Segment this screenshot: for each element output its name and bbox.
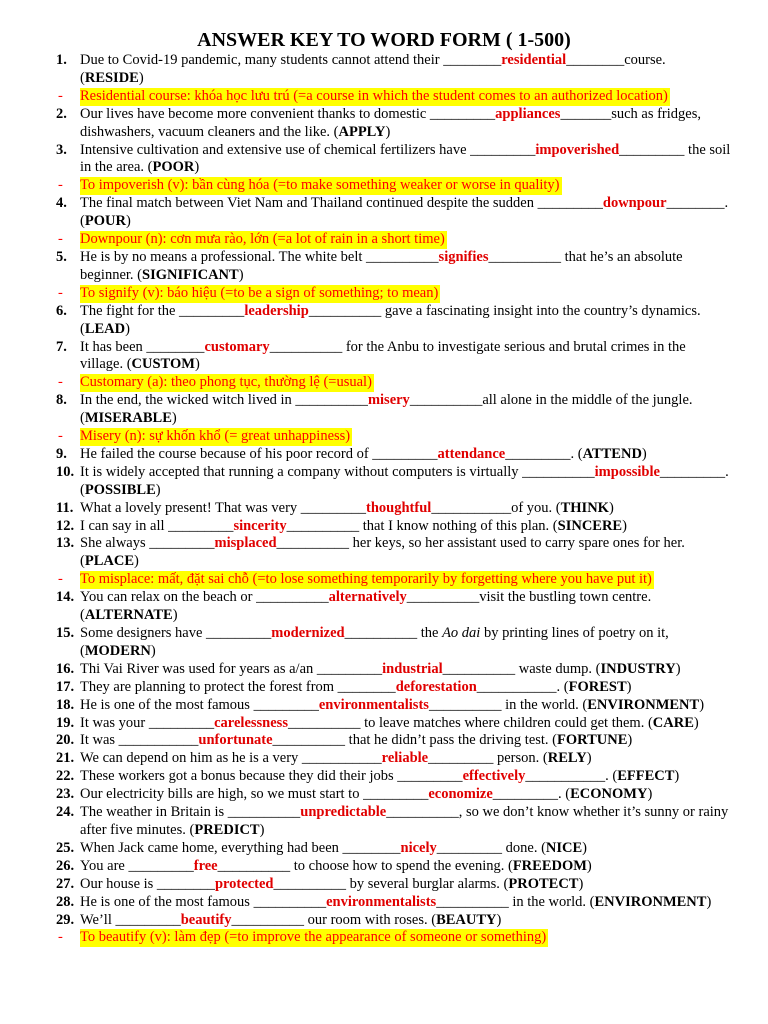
closing-paren: ) — [125, 320, 130, 337]
question-prefix: It was ___________ — [80, 732, 199, 749]
question-prefix: He is by no means a professional. The white belt __________ — [80, 248, 439, 265]
question-prefix: You can relax on the beach or __________ — [80, 589, 329, 606]
closing-paren: ) — [626, 678, 632, 695]
question-suffix: ___________of you. ( — [431, 499, 561, 516]
closing-paren: ) — [582, 839, 588, 856]
closing-paren: ) — [138, 69, 144, 86]
answer-word: misery — [367, 392, 410, 409]
question-number: 4. — [56, 195, 67, 212]
question-number: 20. — [56, 732, 75, 749]
answer-word: sincerity — [233, 517, 287, 534]
note-bullet: - — [58, 428, 63, 445]
question-text — [80, 535, 732, 571]
question-suffix: __________ that he didn’t pass the driving test. ( — [272, 732, 558, 749]
question-suffix: ________. ( — [80, 195, 729, 230]
question-text — [80, 894, 732, 912]
closing-paren: ) — [134, 553, 139, 570]
question-number: 9. — [56, 445, 67, 462]
question-suffix: ___________. ( — [525, 768, 618, 785]
root-word: BEAUTY — [436, 911, 497, 928]
answer-word: reliable — [381, 750, 429, 767]
answer-word: thoughtful — [366, 499, 432, 516]
note-bullet: - — [58, 177, 63, 194]
question-suffix: __________ that he’s an absolute beginner. ( — [80, 248, 683, 283]
question-prefix: He is one of the most famous _________ — [80, 696, 319, 713]
question-prefix: The final match between Viet Nam and Thailand continued despite the sudden _________ — [80, 195, 603, 212]
root-word: POOR — [152, 159, 195, 176]
question-suffix: _________ the soil in the area. ( — [80, 141, 731, 176]
question-text — [80, 876, 732, 894]
vocabulary-note — [0, 231, 768, 249]
question-text — [80, 858, 732, 876]
question-row — [0, 768, 768, 786]
question-number: 28. — [56, 893, 75, 910]
question-number: 2. — [56, 105, 67, 122]
answer-word: nicely — [400, 839, 437, 856]
question-text — [80, 106, 732, 142]
answer-word: alternatively — [328, 589, 407, 606]
question-text — [80, 464, 732, 500]
question-row — [0, 446, 768, 464]
question-suffix: __________ in the world. ( — [436, 893, 595, 910]
question-row — [0, 106, 768, 142]
question-row — [0, 858, 768, 876]
question-prefix: We’ll _________ — [80, 911, 181, 928]
question-text — [80, 697, 732, 715]
question-text — [80, 768, 732, 786]
root-word: PREDICT — [194, 821, 260, 838]
vocabulary-note — [0, 571, 768, 589]
question-number: 6. — [56, 302, 67, 319]
closing-paren: ) — [674, 768, 680, 785]
question-text — [80, 339, 732, 375]
vocabulary-note — [0, 428, 768, 446]
answer-word: carelessness — [214, 714, 288, 731]
closing-paren: ) — [675, 660, 681, 677]
question-row — [0, 303, 768, 339]
root-word: ECONOMY — [570, 786, 648, 803]
question-prefix: Some designers have _________ — [80, 625, 272, 641]
closing-paren: ) — [238, 266, 244, 283]
question-prefix: It is widely accepted that running a company without computers is virtually __________ — [80, 463, 595, 480]
closing-paren: ) — [172, 607, 178, 624]
question-prefix: He failed the course because of his poor record of _________ — [80, 445, 438, 462]
question-text — [80, 518, 732, 536]
question-prefix: When Jack came home, everything had been ________ — [80, 839, 401, 856]
answer-word: modernized — [271, 625, 345, 641]
question-number: 15. — [56, 625, 75, 641]
question-number: 29. — [56, 911, 75, 928]
note-bullet: - — [58, 374, 63, 391]
question-text — [80, 142, 732, 178]
question-suffix: _______such as fridges, dishwashers, vacuum cleaners and the like. ( — [80, 105, 701, 140]
root-word: FREEDOM — [512, 857, 587, 874]
question-text — [80, 249, 732, 285]
answer-word: impoverished — [535, 141, 620, 158]
question-suffix: __________, so we don’t know whether it’s sunny or rainy after five minutes. ( — [80, 804, 729, 838]
question-number: 3. — [56, 141, 67, 158]
answer-word: signifies — [438, 248, 489, 265]
question-number: 14. — [56, 589, 75, 606]
root-word: THINK — [560, 499, 609, 516]
answer-word: residential — [501, 52, 567, 68]
question-number: 26. — [56, 857, 75, 874]
question-prefix: It was your _________ — [80, 714, 215, 731]
question-suffix: _________ person. ( — [428, 750, 548, 767]
question-prefix: Our house is ________ — [80, 875, 215, 892]
question-row — [0, 625, 768, 661]
note-text: To misplace: mất, đặt sai chỗ (=to lose something temporarily by forgetting where you have put it) — [80, 571, 652, 588]
question-number: 7. — [56, 338, 67, 355]
question-suffix: __________ for the Anbu to investigate serious and brutal crimes in the village. ( — [80, 338, 686, 373]
question-text — [80, 912, 732, 930]
question-row — [0, 249, 768, 285]
question-number: 23. — [56, 786, 75, 803]
closing-paren: ) — [608, 499, 614, 516]
note-text: Customary (a): theo phong tục, thường lệ (=usual) — [80, 374, 372, 391]
question-row — [0, 840, 768, 858]
note-bullet: - — [58, 929, 63, 946]
root-word: POSSIBLE — [84, 481, 156, 498]
closing-paren: ) — [171, 410, 177, 427]
vocabulary-note — [0, 285, 768, 303]
question-suffix: ________course. ( — [80, 52, 666, 86]
answer-word: leadership — [244, 302, 309, 319]
question-suffix: __________all alone in the middle of the jungle. ( — [80, 392, 693, 427]
question-number: 16. — [56, 660, 75, 677]
question-text — [80, 661, 732, 679]
question-row — [0, 339, 768, 375]
question-number: 18. — [56, 696, 75, 713]
note-text: Misery (n): sự khốn khổ (= great unhappiness) — [80, 428, 351, 445]
question-text — [80, 750, 732, 768]
root-word: RESIDE — [84, 69, 139, 86]
root-word: SINCERE — [557, 517, 623, 534]
root-word: APPLY — [338, 123, 386, 140]
closing-paren: ) — [150, 642, 156, 659]
page-title: ANSWER KEY TO WORD FORM ( 1-500) — [197, 29, 571, 51]
answer-word: economize — [428, 786, 493, 803]
question-prefix: You are _________ — [80, 857, 194, 874]
note-text: To signify (v): báo hiệu (=to be a sign of something; to mean) — [80, 284, 439, 301]
question-row — [0, 52, 768, 88]
closing-paren: ) — [627, 732, 633, 749]
closing-paren: ) — [385, 123, 391, 140]
root-word: INDUSTRY — [600, 660, 676, 677]
answer-word: beautify — [180, 911, 232, 928]
answer-word: impossible — [594, 463, 660, 480]
question-suffix: _________. ( — [492, 786, 571, 803]
note-text: To beautify (v): làm đẹp (=to improve the appearance of someone or something) — [80, 929, 547, 946]
question-suffix: __________ by several burglar alarms. ( — [273, 875, 509, 892]
question-prefix: We can depend on him as he is a very ___________ — [80, 750, 382, 767]
question-suffix: _________ done. ( — [436, 839, 546, 856]
question-number: 24. — [56, 804, 75, 821]
question-text — [80, 786, 732, 804]
question-text — [80, 625, 732, 661]
question-prefix: Our electricity bills are high, so we must start to _________ — [80, 786, 429, 803]
question-row — [0, 392, 768, 428]
answer-word: misplaced — [214, 535, 277, 552]
question-prefix: The weather in Britain is __________ — [80, 804, 301, 821]
question-prefix: Thi Vai River was used for years as a/an _________ — [80, 660, 383, 677]
question-prefix: They are planning to protect the forest from ________ — [80, 678, 396, 695]
question-number: 12. — [56, 517, 75, 534]
question-text — [80, 303, 732, 339]
question-row — [0, 912, 768, 930]
question-row — [0, 876, 768, 894]
root-word: CUSTOM — [131, 356, 195, 373]
root-word: PROTECT — [508, 875, 579, 892]
vocabulary-note — [0, 374, 768, 392]
question-suffix: __________visit the bustling town centre. ( — [80, 589, 652, 624]
question-prefix: Due to Covid-19 pandemic, many students cannot attend their ________ — [80, 52, 502, 68]
answer-word: protected — [214, 875, 274, 892]
answer-word: deforestation — [395, 678, 477, 695]
closing-paren: ) — [496, 911, 502, 928]
question-prefix: The fight for the _________ — [80, 302, 245, 319]
vocabulary-note — [0, 929, 768, 947]
closing-paren: ) — [622, 517, 627, 534]
closing-paren: ) — [641, 445, 647, 462]
question-suffix: __________ that I know nothing of this plan. ( — [286, 517, 558, 534]
question-prefix: These workers got a bonus because they did their jobs _________ — [80, 768, 463, 785]
question-text — [80, 392, 732, 428]
question-row — [0, 535, 768, 571]
italic-term: Ao dai — [442, 625, 481, 641]
root-word: EFFECT — [617, 768, 675, 785]
closing-paren: ) — [586, 857, 592, 874]
root-word: ENVIRONMENT — [594, 893, 707, 910]
question-suffix: __________ to leave matches where children could get them. ( — [287, 714, 653, 731]
question-text — [80, 446, 732, 464]
question-row — [0, 786, 768, 804]
question-row — [0, 142, 768, 178]
answer-word: downpour — [602, 195, 667, 212]
root-word: POUR — [84, 213, 126, 230]
question-suffix: __________ gave a fascinating insight into the country’s dynamics. ( — [80, 302, 701, 337]
answer-word: customary — [204, 338, 270, 355]
root-word: FORTUNE — [557, 732, 628, 749]
closing-paren: ) — [647, 786, 653, 803]
note-text: Residential course: khóa học lưu trú (=a course in which the student comes to an authorized location) — [80, 87, 668, 104]
question-suffix-2: by printing lines of poetry on it, ( — [80, 625, 669, 659]
root-word: NICE — [545, 839, 583, 856]
answer-word: environmentalists — [326, 893, 437, 910]
question-number: 1. — [56, 52, 67, 68]
question-number: 8. — [56, 392, 67, 409]
note-bullet: - — [58, 231, 63, 248]
closing-paren: ) — [155, 481, 161, 498]
question-row — [0, 195, 768, 231]
answer-word: appliances — [495, 105, 561, 122]
question-row — [0, 679, 768, 697]
closing-paren: ) — [578, 875, 584, 892]
question-suffix: __________ our room with roses. ( — [231, 911, 437, 928]
question-text — [80, 840, 732, 858]
note-text: Downpour (n): cơn mưa rào, lớn (=a lot of rain in a short time) — [80, 231, 445, 248]
question-row — [0, 464, 768, 500]
question-suffix: __________ to choose how to spend the evening. ( — [217, 857, 513, 874]
root-word: MISERABLE — [84, 410, 172, 427]
question-prefix: He is one of the most famous __________ — [80, 893, 327, 910]
question-row — [0, 518, 768, 536]
question-suffix: _________. ( — [505, 445, 583, 462]
question-number: 19. — [56, 714, 75, 731]
root-word: CARE — [652, 714, 694, 731]
answer-word: unfortunate — [198, 732, 273, 749]
root-word: RELY — [547, 750, 587, 767]
question-row — [0, 500, 768, 518]
note-bullet: - — [58, 284, 63, 301]
question-text — [80, 804, 732, 840]
question-text — [80, 195, 732, 231]
answer-word: free — [193, 857, 218, 874]
answer-list — [0, 52, 768, 947]
question-suffix: ___________. ( — [476, 678, 569, 695]
note-bullet: - — [58, 571, 63, 588]
question-prefix: Intensive cultivation and extensive use of chemical fertilizers have _________ — [80, 141, 536, 158]
question-suffix: _________. ( — [80, 463, 729, 498]
root-word: PLACE — [84, 553, 134, 570]
answer-word: environmentalists — [318, 696, 429, 713]
root-word: MODERN — [84, 642, 151, 659]
question-text — [80, 500, 732, 518]
root-word: SIGNIFICANT — [142, 266, 239, 283]
question-text — [80, 52, 732, 88]
question-text — [80, 715, 732, 733]
answer-word: industrial — [382, 660, 443, 677]
root-word: ENVIRONMENT — [587, 696, 700, 713]
question-row — [0, 697, 768, 715]
question-row — [0, 732, 768, 750]
question-row — [0, 750, 768, 768]
answer-word: attendance — [437, 445, 506, 462]
closing-paren: ) — [125, 213, 131, 230]
question-prefix: In the end, the wicked witch lived in __________ — [80, 392, 368, 409]
question-number: 13. — [56, 535, 75, 552]
question-number: 25. — [56, 839, 75, 856]
question-prefix: What a lovely present! That was very _________ — [80, 499, 367, 516]
closing-paren: ) — [699, 696, 705, 713]
question-text — [80, 589, 732, 625]
closing-paren: ) — [693, 714, 699, 731]
question-suffix: __________ her keys, so her assistant used to carry spare ones for her. ( — [80, 535, 685, 570]
vocabulary-note — [0, 88, 768, 106]
question-row — [0, 804, 768, 840]
root-word: ATTEND — [582, 445, 642, 462]
closing-paren: ) — [194, 356, 200, 373]
question-text — [80, 732, 732, 750]
answer-word: effectively — [462, 768, 526, 785]
question-number: 5. — [56, 248, 67, 265]
question-row — [0, 894, 768, 912]
root-word: ALTERNATE — [84, 607, 173, 624]
question-prefix: She always _________ — [80, 535, 215, 552]
closing-paren: ) — [194, 159, 200, 176]
question-prefix: Our lives have become more convenient thanks to domestic _________ — [80, 105, 496, 122]
root-word: LEAD — [84, 320, 126, 337]
question-number: 11. — [56, 499, 74, 516]
closing-paren: ) — [259, 821, 265, 838]
question-prefix: It has been ________ — [80, 338, 205, 355]
question-number: 17. — [56, 678, 75, 695]
question-number: 27. — [56, 875, 75, 892]
answer-word: unpredictable — [300, 804, 387, 821]
question-number: 21. — [56, 750, 75, 767]
note-bullet: - — [58, 87, 63, 104]
question-row — [0, 715, 768, 733]
question-text — [80, 679, 732, 697]
question-prefix: I can say in all _________ — [80, 517, 234, 534]
question-suffix: __________ in the world. ( — [428, 696, 588, 713]
question-number: 10. — [56, 463, 75, 480]
question-row — [0, 661, 768, 679]
note-text: To impoverish (v): bần cùng hóa (=to make something weaker or worse in quality) — [80, 177, 560, 194]
question-suffix: __________ waste dump. ( — [442, 660, 601, 677]
vocabulary-note — [0, 177, 768, 195]
question-row — [0, 589, 768, 625]
question-number: 22. — [56, 768, 75, 785]
closing-paren: ) — [586, 750, 592, 767]
root-word: FOREST — [568, 678, 627, 695]
question-suffix: __________ the — [344, 625, 443, 641]
closing-paren: ) — [706, 893, 712, 910]
